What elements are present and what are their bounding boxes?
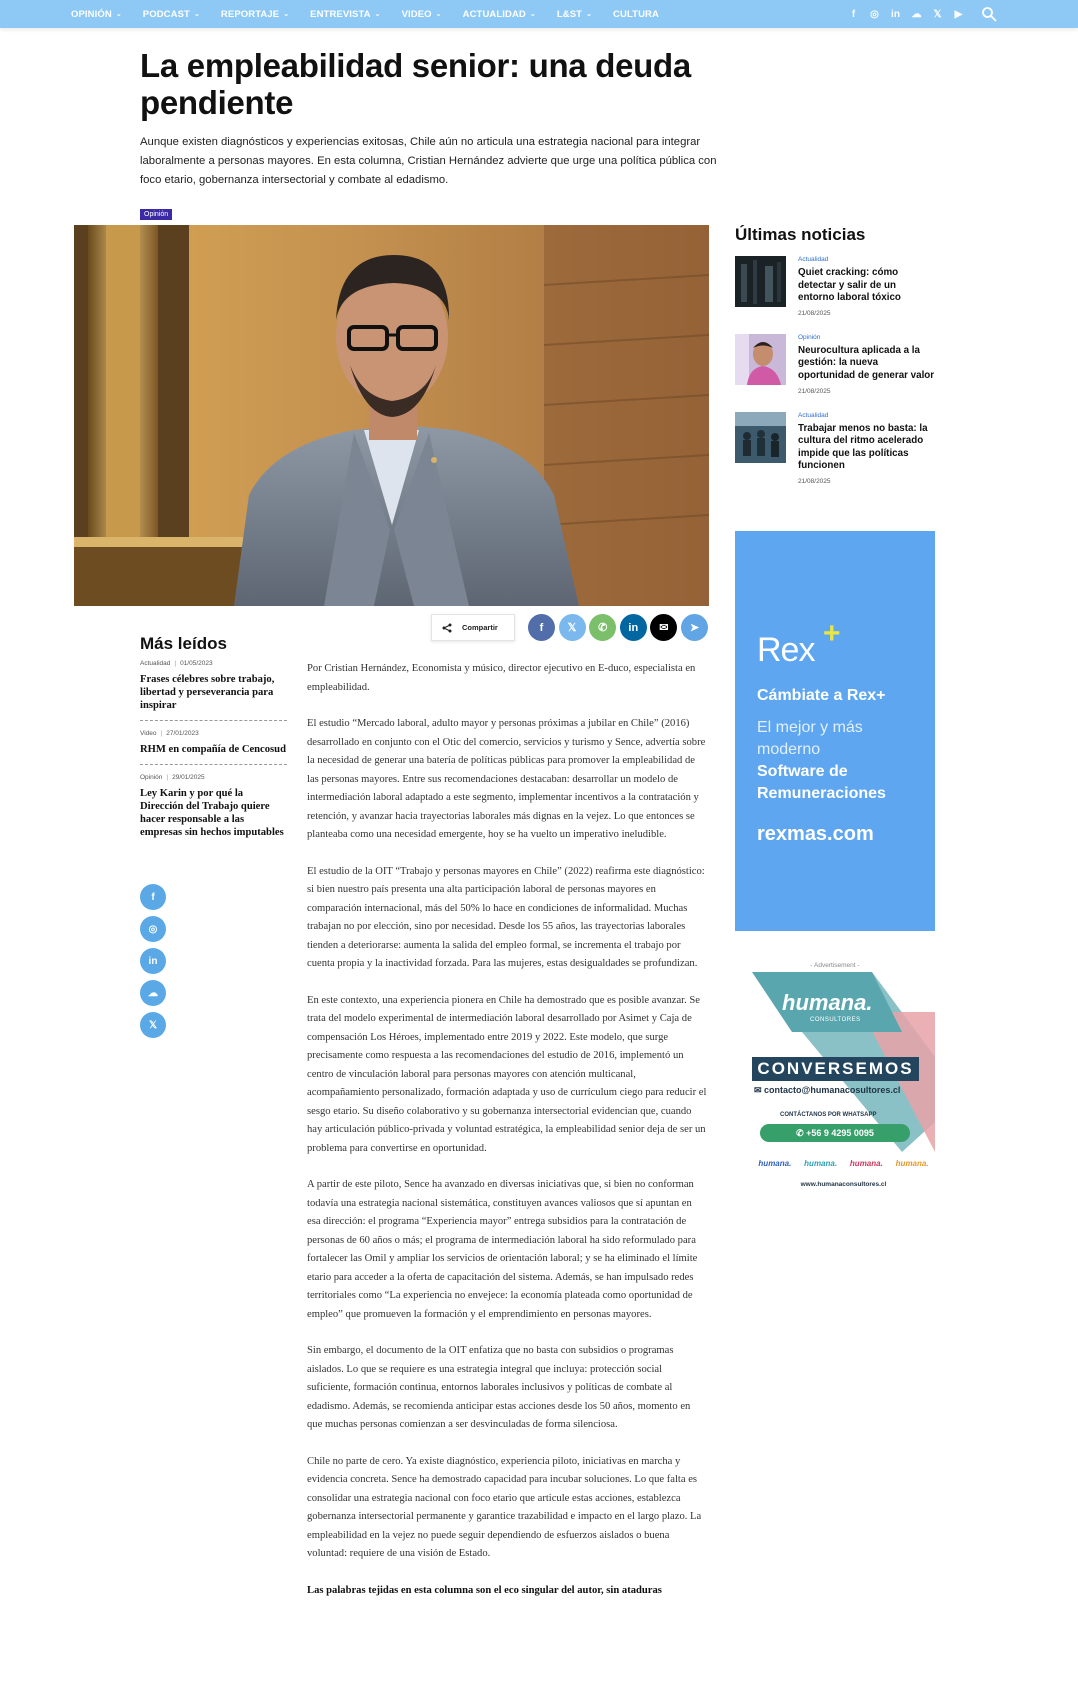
list-item bbox=[140, 660, 287, 721]
meta-separator: | bbox=[166, 774, 169, 781]
item-date: 29/01/2025 bbox=[172, 774, 205, 781]
news-title-link[interactable]: Neurocultura aplicada a la gestión: la nueva oportunidad de generar valor bbox=[798, 344, 935, 381]
item-title-link[interactable]: Frases célebres sobre trabajo, libertad y perseverancia para inspirar bbox=[140, 674, 275, 711]
news-title-link[interactable]: Trabajar menos no basta: la cultura del ritmo acelerado impide que las políticas funcionen bbox=[798, 422, 928, 472]
latest-news-heading: Últimas noticias bbox=[735, 225, 866, 244]
article-standfirst: Aunque existen diagnósticos y experiencias exitosas, Chile aún no articula una estrategia nacional para integrar laboralmente a personas mayores. En esta columna, Cristian Hernández advierte que urge una política pública con foco etario, gobernanza intersectorial y combate al edadismo. bbox=[140, 136, 717, 186]
nav-item-cultura[interactable] bbox=[613, 9, 659, 20]
chevron-down-icon: ⌄ bbox=[435, 11, 442, 18]
nav-item-reportaje[interactable] bbox=[221, 9, 289, 20]
share-facebook-icon[interactable]: f bbox=[528, 614, 555, 641]
news-text bbox=[798, 412, 935, 485]
share-icon bbox=[432, 623, 462, 633]
item-meta bbox=[140, 660, 287, 667]
humana-logo: humana. bbox=[782, 990, 873, 1015]
hero-image bbox=[74, 225, 709, 606]
list-item[interactable] bbox=[735, 412, 935, 485]
author-portrait-illustration bbox=[74, 225, 709, 606]
article-paragraph: El estudio de la OIT “Trabajo y personas mayores en Chile” (2022) reafirma este diagnóstico: si bien nuestro país presenta una alta participación laboral de personas mayores en comparación internacional, más del 50% lo hace en condiciones de informalidad. Muchas trabajan no por elección, sino por necesidad. Desde los 55 años, las trayectorias laborales tienden a deteriorarse: aumenta la salida del empleo formal, se incrementa el trabajo por cuenta propia y la inactividad forzada. Para las mujeres, estas desigualdades se profundizan. bbox=[307, 865, 705, 969]
share-telegram-icon[interactable]: ➤ bbox=[681, 614, 708, 641]
list-item[interactable] bbox=[735, 334, 935, 395]
article-title: La empleabilidad senior: una deuda pendiente bbox=[140, 47, 691, 121]
most-read-heading: Más leídos bbox=[140, 634, 227, 653]
share-whatsapp-icon[interactable]: ✆ bbox=[589, 614, 616, 641]
news-category[interactable]: Opinión bbox=[798, 333, 821, 341]
chevron-down-icon: ⌄ bbox=[586, 11, 593, 18]
share-linkedin-icon[interactable]: in bbox=[620, 614, 647, 641]
rex-plus-mark: + bbox=[823, 617, 841, 650]
youtube-icon[interactable]: ▶ bbox=[954, 8, 963, 20]
article-paragraph: Chile no parte de cero. Ya existe diagnóstico, experiencia piloto, iniciativas en marcha y evidencia concreta. Sence ha demostrado capacidad para incubar soluciones. Lo que falta es consolidar una estrategia nacional con foco etario que articule estas acciones, establezca gobernanza intersectorial permanente y garantice trazabilidad e impacto en el largo plazo. La empleabilidad en la vejez no puede seguir dependiendo de esfuerzos aislados o buena voluntad: requiere de una visión de Estado. bbox=[307, 1455, 702, 1559]
nav-label: CULTURA bbox=[613, 8, 659, 20]
category-badge[interactable]: Opinión bbox=[140, 209, 172, 220]
list-item[interactable] bbox=[735, 256, 935, 317]
meta-separator: | bbox=[174, 660, 177, 667]
news-date: 21/08/2025 bbox=[798, 477, 831, 485]
chevron-down-icon: ⌄ bbox=[283, 11, 290, 18]
article-paragraph: Por Cristian Hernández, Economista y músico, director ejecutivo en E-duco, especialista en empleabilidad. bbox=[307, 663, 696, 693]
ad-subline: El mejor y más moderno bbox=[757, 719, 863, 758]
item-date: 27/01/2023 bbox=[166, 730, 199, 737]
item-title-link[interactable]: Ley Karin y por qué la Dirección del Trabajo quiere hacer responsable a las empresas sin hechos imputables bbox=[140, 788, 284, 838]
soundcloud-icon[interactable]: ☁ bbox=[140, 980, 166, 1006]
news-thumbnail[interactable] bbox=[735, 334, 786, 385]
ad-cta-banner: CONVERSEMOS bbox=[752, 1057, 919, 1081]
facebook-icon[interactable]: f bbox=[140, 884, 166, 910]
advertisement-label: - Advertisement - bbox=[810, 962, 860, 969]
brand-logo: humana. bbox=[895, 1159, 929, 1168]
meta-separator: | bbox=[160, 730, 163, 737]
linkedin-icon[interactable]: in bbox=[140, 948, 166, 974]
item-category[interactable]: Video bbox=[140, 730, 157, 737]
share-network-buttons bbox=[528, 614, 712, 641]
item-category[interactable]: Actualidad bbox=[140, 660, 171, 667]
news-thumbnail[interactable] bbox=[735, 412, 786, 463]
nav-label: REPORTAJE bbox=[220, 8, 280, 20]
main-menu bbox=[71, 0, 680, 28]
brand-logo: humana. bbox=[758, 1159, 792, 1168]
news-title-link[interactable]: Quiet cracking: cómo detectar y salir de un entorno laboral tóxico bbox=[798, 267, 901, 304]
x-twitter-icon[interactable]: 𝕏 bbox=[140, 1012, 166, 1038]
ad-brand-row bbox=[752, 1159, 935, 1168]
x-twitter-icon[interactable]: 𝕏 bbox=[933, 8, 942, 20]
news-thumbnail[interactable] bbox=[735, 256, 786, 307]
nav-label: ACTUALIDAD bbox=[462, 8, 526, 20]
article-body bbox=[307, 660, 707, 1618]
share-email-icon[interactable]: ✉ bbox=[650, 614, 677, 641]
article-paragraph: En este contexto, una experiencia pionera en Chile ha demostrado que es posible avanzar. Se trata del modelo experimental de intermediación laboral desarrollado por Asimet y Caja de compensación Los Héroes, implementado entre 2019 y 2022. Este modelo, que surge precisamente como respuesta a las recomendaciones del estudio de 2016, implementó un centro de vinculación laboral para personas mayores con atención multicanal, acompañamiento personalizado, formación adaptada y uso de currículum ciego para reducir el sesgo etario. Su diseño colaborativo y su gobernanza intersectorial evidencian que, cuando hay articulación público-privada y voluntad estratégica, la empleabilidad senior deja de ser un problema para convertirse en oportunidad. bbox=[307, 994, 707, 1154]
nav-label: OPINIÓN bbox=[71, 8, 112, 20]
ad-headline: Cámbiate a Rex+ bbox=[757, 687, 886, 704]
ad-whatsapp-label: CONTÁCTANOS POR WHATSAPP bbox=[780, 1112, 877, 1118]
item-title-link[interactable]: RHM en compañía de Cencosud bbox=[140, 744, 286, 755]
item-meta bbox=[140, 730, 287, 737]
nav-label: ENTREVISTA bbox=[310, 8, 371, 20]
brand-logo: humana. bbox=[849, 1159, 883, 1168]
instagram-icon[interactable]: ◎ bbox=[870, 8, 879, 20]
nav-label: L&ST bbox=[556, 8, 583, 20]
chevron-down-icon: ⌄ bbox=[193, 11, 200, 18]
article-disclaimer: Las palabras tejidas en esta columna son el eco singular del autor, sin ataduras bbox=[307, 1584, 662, 1596]
share-x-icon[interactable]: 𝕏 bbox=[559, 614, 586, 641]
nav-label: PODCAST bbox=[142, 8, 190, 20]
news-text bbox=[798, 256, 935, 317]
header-social-links bbox=[843, 0, 969, 28]
share-button[interactable] bbox=[431, 614, 515, 641]
ad-website: www.humanaconsultores.cl bbox=[800, 1181, 887, 1188]
list-item bbox=[140, 774, 287, 847]
news-text bbox=[798, 334, 935, 395]
ad-url: rexmas.com bbox=[757, 823, 874, 845]
item-meta bbox=[140, 774, 287, 781]
latest-news-list bbox=[735, 256, 935, 502]
article-paragraph: Sin embargo, el documento de la OIT enfatiza que no basta con subsidios o programas aislados. Lo que se requiere es una estrategia integral que incluya: protección social suficiente, formación continua, entornos laborales inclusivos y políticas de combate al edadismo. Además, se recomienda anticipar estas acciones desde los 50 años, momento en que muchas personas comienzan a ser desvinculadas de forma silenciosa. bbox=[307, 1345, 691, 1430]
top-navigation-bar bbox=[0, 0, 1078, 28]
share-label: Compartir bbox=[462, 623, 498, 632]
sidebar-social-links bbox=[140, 884, 166, 1044]
nav-item-opinion[interactable] bbox=[71, 9, 122, 20]
humana-logo-sub: CONSULTORES bbox=[810, 1017, 861, 1023]
most-read-list bbox=[140, 660, 287, 856]
item-category[interactable]: Opinión bbox=[140, 774, 163, 781]
nav-item-lst[interactable] bbox=[557, 9, 592, 20]
rexmas-advertisement[interactable] bbox=[735, 531, 935, 931]
humana-advertisement[interactable] bbox=[752, 972, 935, 1197]
article-paragraph: El estudio “Mercado laboral, adulto mayor y personas próximas a jubilar en Chile” (2016) desarrollado en conjunto con el Otic del comercio, servicios y turismo y Sence, advertía sobre la necesidad de generar una batería de políticas públicas para promover la empleabilidad de las personas mayores. Entre sus recomendaciones destacaban: desarrollar un modelo de intermediación laboral adaptado a este segmento, implementar incentivos a la contratación y retención, y avanzar hacia trayectorias laborales más dignas en la vejez. Lo que entonces se planteaba como una necesidad emergente, hoy se ha vuelto un imperativo ineludible. bbox=[307, 718, 706, 840]
ad-email: ✉ contacto@humanacosultores.cl bbox=[754, 1085, 901, 1095]
news-category[interactable]: Actualidad bbox=[798, 256, 829, 263]
ad-product: Software de Remuneraciones bbox=[757, 763, 886, 802]
nav-item-podcast[interactable] bbox=[143, 9, 200, 20]
search-icon[interactable] bbox=[981, 6, 997, 22]
soundcloud-icon[interactable]: ☁ bbox=[911, 8, 922, 20]
linkedin-icon[interactable]: in bbox=[891, 8, 900, 20]
nav-label: VIDEO bbox=[401, 8, 432, 20]
chevron-down-icon: ⌄ bbox=[115, 11, 122, 18]
nav-item-video[interactable] bbox=[402, 9, 442, 20]
article-paragraph: A partir de este piloto, Sence ha avanzado en diversas iniciativas que, si bien no conforman todavía una estrategia nacional sistemática, constituyen avances valiosos que sí apuntan en esa dirección: el programa “Experiencia mayor” entrega subsidios para la contratación de personas de 60 años o más; el programa de intermediación laboral ha sido reformulado para fortalecer las Omil y ampliar los servicios de orientación laboral; y se ha eliminado el límite etario para acceder a la oferta de capacitación del sistema. Además, se han impulsado redes territoriales como “La experiencia no envejece: la economía plateada como oportunidad de empleo” que promueven la formación y el emprendimiento en personas mayores. bbox=[307, 1179, 698, 1320]
instagram-icon[interactable]: ◎ bbox=[140, 916, 166, 942]
nav-item-entrevista[interactable] bbox=[310, 9, 380, 20]
list-item bbox=[140, 730, 287, 765]
rex-logo: Rex bbox=[757, 631, 815, 669]
item-date: 01/05/2023 bbox=[180, 660, 213, 667]
chevron-down-icon: ⌄ bbox=[529, 11, 536, 18]
news-date: 21/08/2025 bbox=[798, 387, 831, 395]
nav-item-actualidad[interactable] bbox=[463, 9, 536, 20]
news-date: 21/08/2025 bbox=[798, 309, 831, 317]
news-category[interactable]: Actualidad bbox=[798, 411, 829, 419]
facebook-icon[interactable]: f bbox=[851, 8, 856, 20]
brand-logo: humana. bbox=[804, 1159, 838, 1168]
chevron-down-icon: ⌄ bbox=[374, 11, 381, 18]
ad-whatsapp-button: ✆ +56 9 4295 0095 bbox=[760, 1124, 910, 1142]
